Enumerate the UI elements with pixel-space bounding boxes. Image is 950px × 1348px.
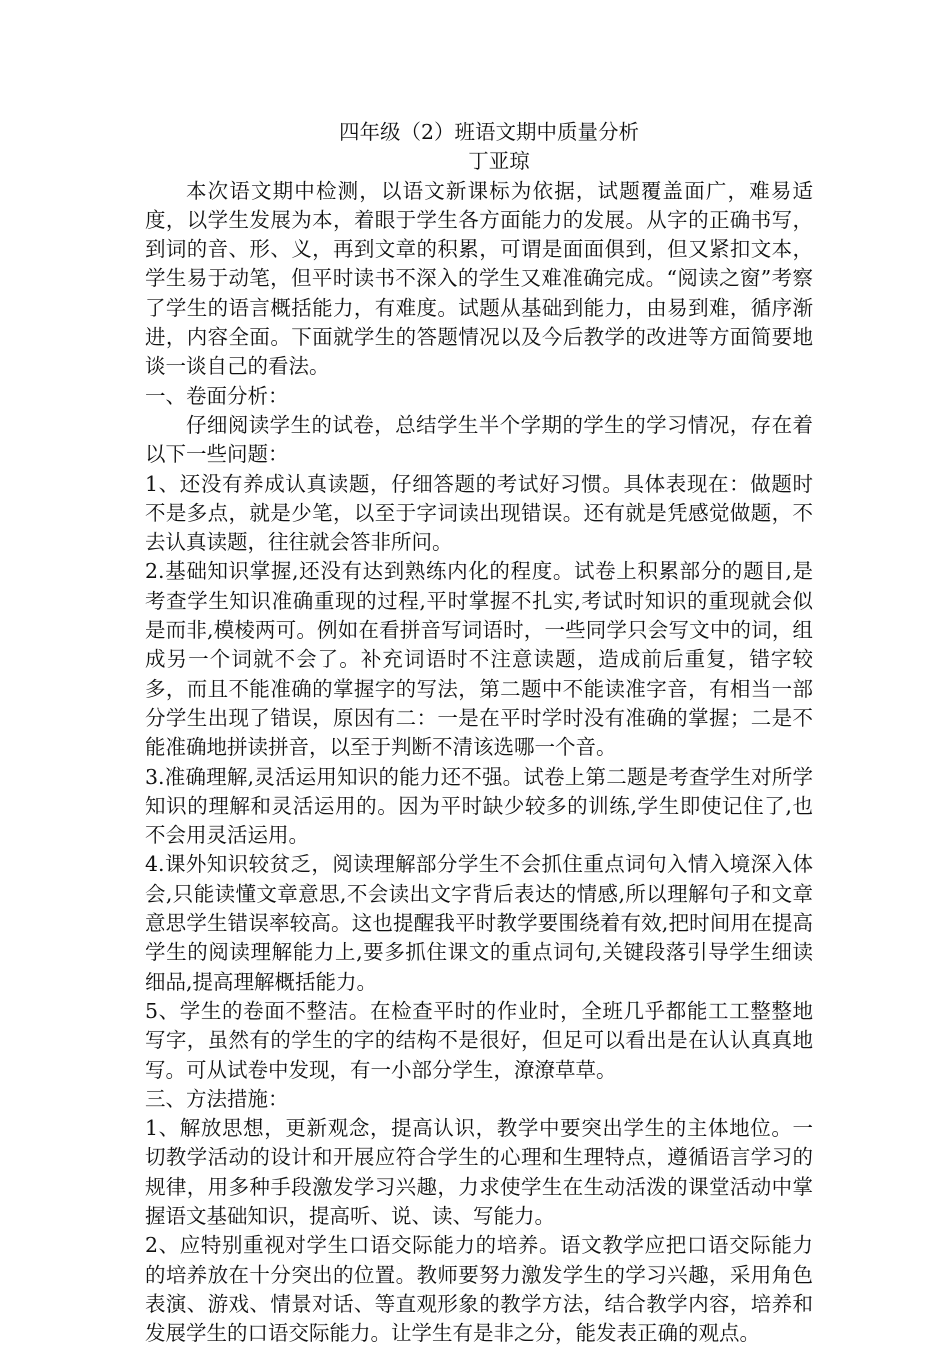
- section-heading-analysis: 一、卷面分析：: [145, 383, 289, 408]
- document-page: [145, 118, 813, 1348]
- analysis-item-5: 5、学生的卷面不整洁。在检查平时的作业时，全班几乎都能工工整整地写字，虽然有的学生的字的结构不是很好，但足可以看出是在认认真真地写。可从试卷中发现，有一小部分学生，潦潦草草。: [145, 998, 813, 1082]
- analysis-item-4: 4.课外知识较贫乏，阅读理解部分学生不会抓住重点词句入情入境深入体会,只能读懂文章意思,不会读出文字背后表达的情感,所以理解句子和文章意思学生错误率较高。这也提醒我平时教学要围绕着有效,把时间用在提高学生的阅读理解能力上,要多抓住课文的重点词句,关键段落引导学生细读细品,提高理解概括能力。: [145, 852, 813, 994]
- intro-paragraph: 本次语文期中检测，以语文新课标为依据，试题覆盖面广，难易适度，以学生发展为本，着眼于学生各方面能力的发展。从字的正确书写，到词的音、形、义，再到文章的积累，可谓是面面俱到，但又紧扣文本，学生易于动笔，但平时读书不深入的学生又难准确完成。“阅读之窗”考察了学生的语言概括能力，有难度。试题从基础到能力，由易到难，循序渐进，内容全面。下面就学生的答题情况以及今后教学的改进等方面简要地谈一谈自己的看法。: [145, 178, 813, 379]
- section-intro-paragraph: 仔细阅读学生的试卷，总结学生半个学期的学生的学习情况，存在着以下一些问题：: [145, 412, 813, 467]
- document-author: 丁亚琼: [468, 149, 530, 174]
- analysis-item-2: 2.基础知识掌握,还没有达到熟练内化的程度。试卷上积累部分的题目,是考查学生知识准确重现的过程,平时掌握不扎实,考试时知识的重现就会似是而非,模棱两可。例如在看拼音写词语时，一些同学只会写文中的词，组成另一个词就不会了。补充词语时不注意读题，造成前后重复，错字较多，而且不能准确的掌握字的写法，第二题中不能读准字音，有相当一部分学生出现了错误，原因有二：一是在平时学时没有准确的掌握；二是不能准确地拼读拼音，以至于判断不清该选哪一个音。: [145, 559, 813, 760]
- document-title: 四年级（2）班语文期中质量分析: [338, 120, 640, 144]
- analysis-item-1: 1、还没有养成认真读题，仔细答题的考试好习惯。具体表现在：做题时不是多点，就是少笔，以至于字词读出现错误。还有就是凭感觉做题，不去认真读题，往往就会答非所问。: [145, 471, 813, 555]
- measure-item-1: 1、解放思想，更新观念，提高认识，教学中要突出学生的主体地位。一切教学活动的设计和开展应符合学生的心理和生理特点，遵循语言学习的规律，用多种手段激发学习兴趣，力求使学生在生动活泼的课堂活动中掌握语文基础知识，提高听、说、读、写能力。: [145, 1116, 813, 1228]
- analysis-item-3: 3.准确理解,灵活运用知识的能力还不强。试卷上第二题是考查学生对所学知识的理解和灵活运用的。因为平时缺少较多的训练,学生即使记住了,也不会用灵活运用。: [145, 764, 813, 848]
- measure-item-2: 2、应特别重视对学生口语交际能力的培养。语文教学应把口语交际能力的培养放在十分突出的位置。教师要努力激发学生的学习兴趣，采用角色表演、游戏、情景对话、等直观形象的教学方法，结合教学内容，培养和发展学生的口语交际能力。让学生有是非之分，能发表正确的观点。: [145, 1233, 813, 1346]
- section-heading-measures: 三、方法措施：: [145, 1086, 289, 1111]
